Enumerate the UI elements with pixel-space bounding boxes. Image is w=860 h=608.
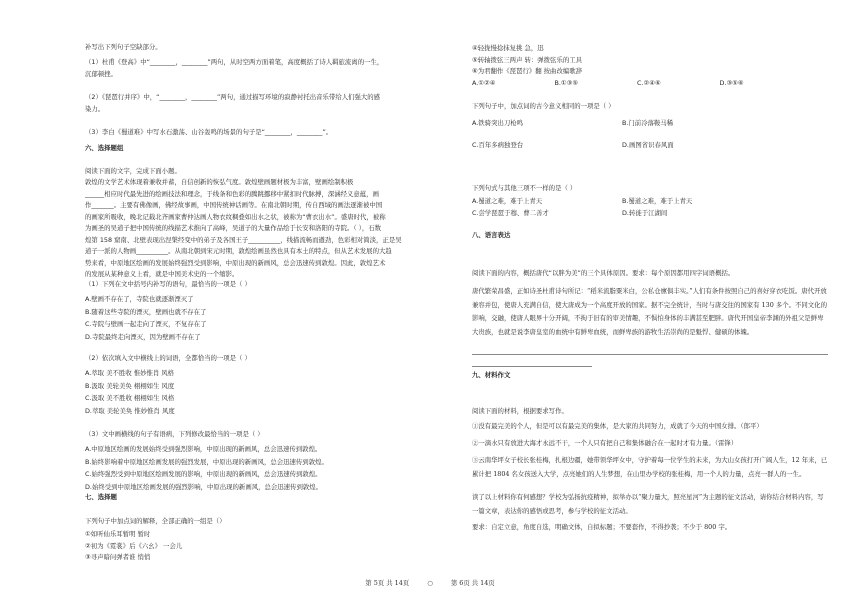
section-heading-8: 八、语言表达 xyxy=(472,231,511,239)
q7-stem: 下列句子中加点词的解释，全部正确的一组是（） xyxy=(85,517,226,525)
fill-blank-line: 染力。 xyxy=(85,105,105,113)
essay-prompt: 读了以上材料你有何感想？学校为弘扬抗疫精神，拟举办以“聚力量大，照亮星河”为主题的征文活动，请你结合材料内容，写一篇文章，表达你的感悟或思考，参与学校的征文活动。 xyxy=(472,493,824,515)
q3-option: B.始终影响着中原地区绘画发展的强烈发展，中原出现的新画风，总会迅速传到敦煌。 xyxy=(85,457,328,466)
q7-item: ⑤转轴拨弦三两声 转：弹拨弦乐的工具 xyxy=(472,55,583,64)
fill-blank-line: （2）《琵琶行并序》中，“________，________”两句，通过描写环境的寂静衬托出音乐带给人们强大的感 xyxy=(85,93,381,101)
q3-option: A.中原地区绘画的发展始终受到强烈影响，中原出现的新画风，总会迅速传到敦煌。 xyxy=(85,445,322,453)
page-number-right: 第 6页 共 14页 xyxy=(450,579,495,587)
passage-line: 为画圣的吴道子把中国传统的线描艺术推向了高峰，吴道子的大量作品绘于长安和洛阳的寺院。（ ），石数 xyxy=(85,224,381,232)
q3-option: D.始终受到中原地区绘画发展的强烈影响，中原出现的新画风，总会迅速传到敦煌。 xyxy=(85,482,323,491)
q8-option-b: B.门前冷落鞍马稀 xyxy=(622,119,674,127)
essay-item-1: ①没有最完美的个人，但是可以有最完美的集体，是大家的共同努力，成就了今天的中国女排。（郎平） xyxy=(472,422,763,430)
q7-option: B.①③⑤ xyxy=(554,79,579,87)
language-instruction: 阅读下面的内容，概括唐代“以胖为美”的三个具体原因。要求：每个原因都用四字词语概括。 xyxy=(472,269,735,277)
essay-item-2: ②一滴水只有放进大海才永远不干，一个人只有把自己和集体融合在一起时才有力量。（雷锋） xyxy=(472,439,738,447)
passage-line: 敦煌的文学艺术体现着兼收并蓄，自信创新的恢弘气度。敦煌壁画题材极为丰富，壁画绘制积极 xyxy=(85,178,354,186)
answer-line-1 xyxy=(472,354,828,355)
q1-option: D.寺院最终走向湮灭，因为壁画不存在了 xyxy=(85,332,201,341)
passage-line: 的画家所吸收，晚北记载北齐画家曹仲达画人物衣纹稠叠如出水之状，被称为“曹衣出水”。盛唐时代，被称 xyxy=(85,212,386,221)
answer-line-2 xyxy=(472,366,592,367)
fill-blank-line: （1）杜甫《登高》中“________，________”两句，从时空两方面着笔，高度概括了诗人羁旅流离的一生， xyxy=(85,58,384,66)
q1-option: A.壁画不存在了，寺院也就逐渐湮灭了 xyxy=(85,295,194,303)
q7-option: A.①②④ xyxy=(472,79,496,87)
q7-item: ④轻拢慢捻抹复挑 急，迅 xyxy=(472,44,544,52)
q8-option-d: D.画图省识春风面 xyxy=(622,141,674,149)
section-heading-6: 六、选择题组 xyxy=(85,144,124,152)
q3-option: C.始终强烈受到中原地区绘画发展的影响，中原出现的新画风，总会迅速传到敦煌。 xyxy=(85,470,322,478)
page-number-left: 第 5页 共 14页 xyxy=(365,579,410,587)
language-passage: 唐代繁荣昌盛，正如诗圣杜甫诗句所记：“稻米流脂粟米白，公私仓廪俱丰实。”人们有条件按照自己的喜好穿衣吃饭。唐代开放兼容并包，使唐人充满自信，使大唐成为一个高度开放的国家。据不完全统计，当时与唐交往的国家有 130 多个。不同文化的影响，交融，使唐人眼界十分开阔，不拘于旧有的审美情趣，不惧怕身体的丰满甚至肥胖。唐代开国皇帝李渊的外祖父是鲜卑大贵族，也就是说李唐皇室的血统中有鲜卑血统，而鲜卑族的游牧生活崇尚的是魁悍、健硕的体魄。 xyxy=(472,287,827,336)
passage-line: 煌第 158 窟南、北壁表现出涅槃经变中的弟子及各国王子__________，线描流畅而遒劲，色彩相对简淡，正是吴 xyxy=(85,235,402,244)
q7-option: D.③⑤⑥ xyxy=(719,79,744,87)
q1-option: C.寺院与壁画一起走向了湮灭，不复存在了 xyxy=(85,320,207,328)
fill-blank-line: （3）李白《蜀道难》中写水石激荡、山谷轰鸣的场景的句子是“________，________”。 xyxy=(85,128,333,136)
q7-item: ⑥为君翻作《琵琶行》翻 按曲改编歌辞 xyxy=(472,67,583,75)
q9-option-a: A.蜀道之难，难于上青天 xyxy=(472,197,543,205)
q3-stem: （3）文中画横线的句子有语病，下列修改最恰当的一项是（ ） xyxy=(85,430,264,438)
essay-requirements: 要求：自定立意，角度自选，明确文体，自拟标题；不要套作，不得抄袭；不少于 800 字。 xyxy=(472,523,732,531)
essay-intro: 阅读下面的材料，根据要求写作。 xyxy=(472,407,568,415)
q7-item: ①如听仙乐耳暂明 暂时 xyxy=(85,530,151,538)
q2-stem: （2）依次填入文中横线上的词语，全都恰当的一项是（ ） xyxy=(85,354,251,362)
page-footer xyxy=(0,578,860,587)
q7-item: ③寻声暗问弹者谁 悄悄 xyxy=(85,553,151,561)
q7-options xyxy=(472,80,802,86)
page-separator: ○ xyxy=(427,579,433,587)
q9-stem: 下列句式与其他三项不一样的是（ ） xyxy=(472,184,577,192)
passage-line: 势来看，中原地区绘画的发展始终强烈受到影响，中原出现的新画风，总会迅速传到敦煌。因此，敦煌艺术 xyxy=(85,258,386,267)
passage-line: 作_______。主要有佛像画，佛经故事画，中国传统神话画等。在南北朝时期，传自西域的画法逐渐被中国 xyxy=(85,201,383,209)
q9-option-c: C.尝学琵琶于穆、曹二善才 xyxy=(472,209,549,217)
fill-blank-line: 沉郁顿挫。 xyxy=(85,70,117,78)
section-heading-7: 七、选择题 xyxy=(85,493,117,501)
q8-stem: 下列句子中，加点词的古今意义相同的一项是（ ） xyxy=(472,102,615,110)
q9-options-row1 xyxy=(472,198,772,204)
q1-stem: （1）下列在文中括号内补写的语句，最恰当的一项是（ ） xyxy=(85,280,251,288)
passage-line: 的发展从某种意义上看，就是中国美术史的一个缩影。 xyxy=(85,270,239,278)
q2-option: A.萃取 美不胜收 惟妙惟肖 风格 xyxy=(85,369,175,377)
passage-line: 道子一派的人物画__________。从南北朝到宋元时期，敦煌绘画虽然也具有本土的特点，但从艺术发展的大趋 xyxy=(85,247,392,255)
passage-intro: 阅读下面的文字，完成下面小题。 xyxy=(85,167,181,175)
q8-options-row1 xyxy=(472,120,772,126)
q9-option-b: B.蜀道之难，难于上青天 xyxy=(622,197,693,205)
q7-item: ②初为《霓裳》后《六幺》 一会儿 xyxy=(85,541,183,550)
essay-item-3: ③云南华坪女子校长张桂梅，扎根边疆，她带领华坪女中，守护着每一位学生的未来，为大山女孩打开广阔人生，12 年来，已累计把 1804 名女孩送入大学，点亮她们的人生梦想，在山里办学校的张桂梅，用一个人的力量，点亮一群人的一生。 xyxy=(472,456,828,478)
q9-option-d: D.转徙于江湖间 xyxy=(622,209,668,217)
q9-options-row2 xyxy=(472,210,772,216)
q8-option-a: A.铁骑突出刀枪鸣 xyxy=(472,119,524,127)
passage-line: ______相应时代最先进的绘画技法和理念，于线条和色彩的腾跳挪移中紧扣时代脉搏，深涵经义意蕴，画 xyxy=(85,189,379,198)
q2-option: D.萃取 美轮美奂 惟妙惟肖 风度 xyxy=(85,406,175,415)
q2-option: C.汲取 美不胜收 栩栩如生 风格 xyxy=(85,394,175,402)
q1-option: B.随着这些寺院的湮灭，壁画也就不存在了 xyxy=(85,307,207,316)
section-heading-9: 九、材料作文 xyxy=(472,371,511,379)
q8-option-c: C.百年多病独登台 xyxy=(472,141,524,149)
q2-option: B.汲取 美轮美奂 栩栩如生 风度 xyxy=(85,381,175,390)
q8-options-row2 xyxy=(472,142,772,148)
q7-option: C.②④⑥ xyxy=(637,79,661,87)
fill-blank-line: 补写出下列句子空缺部分。 xyxy=(85,43,162,51)
